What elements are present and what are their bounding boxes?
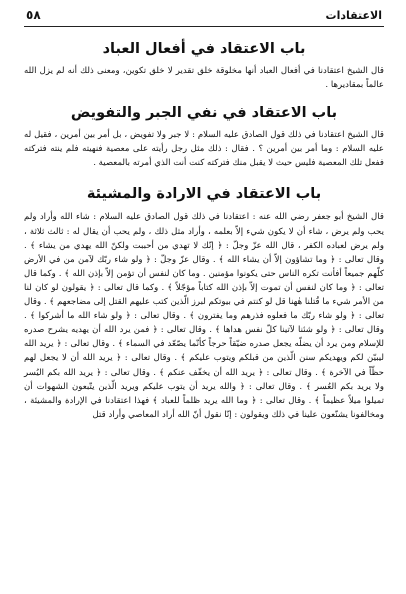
section-body: قال الشيخ اعتقادنا في أفعال العباد أنها مخلوقة خلق تقدير لا خلق تكوين، ومعنى ذلك أنه لم يزل الله عالماً بمقاديرها . [24,66,384,91]
section-compulsion-delegation [24,103,384,170]
running-header [24,4,384,27]
section-heading: باب الاعتقاد في الارادة والمشيئة [86,186,322,203]
running-header-title: الاعتقادات [325,8,382,22]
section-actions-of-servants [24,39,384,92]
section-body: قال الشيخ أبو جعفر رضي الله عنه : اعتقادنا في ذلك قول الصادق عليه السلام : شاء الله وأراد ولم يحب ولم يرض ، شاء أن لا يكون شيء إلاّ بعلمه ، وأراد مثل ذلك ، ولم يحب أن يقال له : ثالث ثلاثة ، ولم يرض لعباده الكفر ، قال الله عزّ وجلّ : ﴿ إنّك لا تهدي من أحببت ولكنّ الله يهدي من يشاء ﴾ . وقال تعالى : ﴿ وما تشاؤون إلاّ أن يشاء الله ﴾ . وقال عزّ وجلّ : ﴿ ولو شاء ربّك لآمن من في الأرض كلّهم جميعاً أفأنت تكره الناس حتى يكونوا مؤمنين . وما كان لنفس أن تؤمن إلاّ بإذن الله ﴾ . وكما قال تعالى : ﴿ وما كان لنفس أن تموت إلاّ بإذن الله كتاباً مؤجّلاً ﴾ . وكما قال تعالى : ﴿ يقولون لو كان لنا من الأمر شيء ما قُتلنا هٰهنا قل لو كنتم في بيوتكم لبرز الّذين كتب عليهم القتل إلى مضاجعهم ﴾ . وقال تعالى : ﴿ ولو شاء ربّك ما فعلوه فذرهم وما يفترون ﴾ . وقال تعالى : ﴿ ولو شاء الله ما أشركوا ﴾ . وقال تعالى : ﴿ ولو شئنا لآتينا كلّ نفس هداها ﴾ . وقال تعالى : ﴿ فمن يرد الله أن يهديه يشرح صدره للإسلام ومن يرد أن يضلّه يجعل صدره ضيّقاً حرجاً كأنّما يصّعّد في السماء ﴾ . وقال تعالى : ﴿ يريد الله ليبيّن لكم ويهديكم سنن الّذين من قبلكم ويتوب عليكم ﴾ . وقال تعالى : ﴿ يريد الله أن لا يجعل لهم حظّاً في الآخرة ﴾ . وقال تعالى : ﴿ يريد الله أن يخفّف عنكم ﴾ . وقال تعالى : ﴿ يريد الله بكم اليُسر ولا يريد بكم العُسر ﴾ . وقال تعالى : ﴿ والله يريد أن يتوب عليكم ويريد الّذين يتّبعون الشهوات أن تميلوا ميلاً عظيماً ﴾ . وقال تعالى : ﴿ وما الله يريد ظلماً للعباد ﴾ فهذا اعتقادنا في الإرادة والمشيئة ، ومخالفونا يشنّعون علينا في ذلك ويقولون : إنّا نقول أنّ الله أراد المعاصي وأراد قتل [24,212,384,420]
section-heading: باب الاعتقاد في أفعال العباد [102,41,306,57]
page-number: ٥٨ [26,8,41,22]
book-page [0,4,406,594]
section-heading: باب الاعتقاد في نفي الجبر والتفويض [70,105,338,122]
section-body: قال الشيخ اعتقادنا في ذلك قول الصادق عليه السلام : لا جبر ولا تفويض ، بل أمر بين أمرين ، فقيل له عليه السلام : وما أمر بين أمرين ؟ . فقال : ذلك مثل رجل رأيته على معصية فنهيته فلم ينته فتركته ففعل تلك المعصية فليس حيث لا يقبل منك فتركته كنت أنت الذي أمرته بالمعصية . [24,130,384,169]
section-will-and-volition [24,184,384,421]
